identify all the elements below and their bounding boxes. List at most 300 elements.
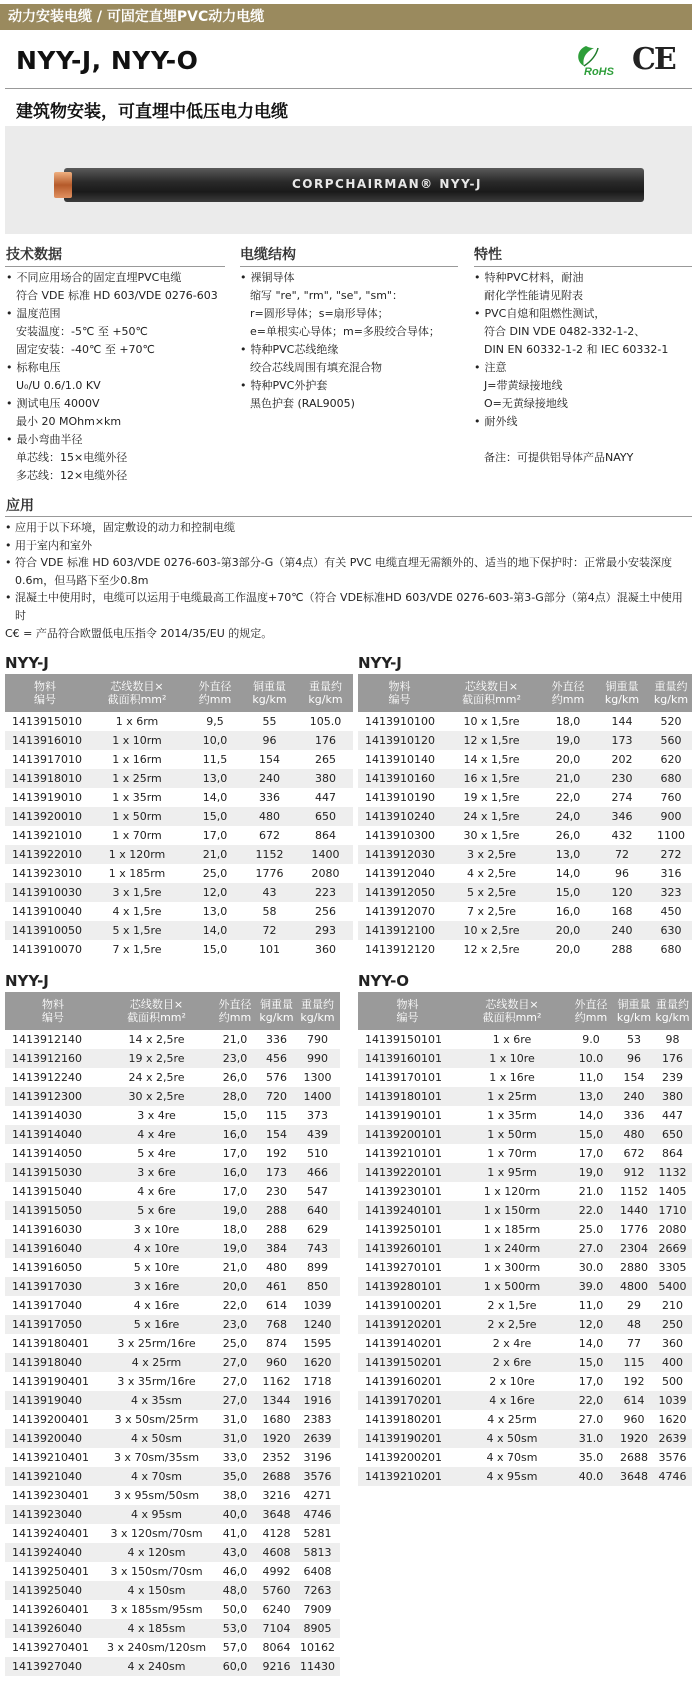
table-cell: 35.0 [578, 1451, 604, 1464]
table-cell: 1413910240 [358, 807, 441, 826]
table-cell: 360 [662, 1337, 683, 1350]
table-cell: 1132 [653, 1163, 692, 1182]
table-cell: 912 [615, 1163, 653, 1182]
section-divider [474, 266, 692, 267]
table-cell: 1718 [303, 1375, 332, 1388]
table-cell: 1 x 16rm [112, 753, 162, 766]
table-cell: 240 [615, 1087, 653, 1106]
table-row [5, 902, 353, 921]
table-row [358, 1334, 692, 1353]
table-cell: 4 x 50sm [101, 1429, 212, 1448]
table-cell: 336 [259, 791, 280, 804]
table-cell: 288 [611, 943, 633, 956]
table-cell: 3 x 150sm/70sm [110, 1565, 203, 1578]
table-cell: 11430 [295, 1657, 340, 1676]
table-cell: 760 [660, 791, 682, 804]
table-cell: 14,0 [578, 1109, 604, 1122]
table-cell: 2383 [303, 1413, 332, 1426]
column-header: 铜重量 kg/km [241, 674, 298, 712]
features-list [474, 269, 692, 467]
column-header: 铜重量 kg/km [594, 674, 650, 712]
table-cell: 3 x 120sm/70sm [110, 1527, 203, 1540]
column-header: 外直径 约mm [542, 674, 594, 712]
table-cell: 23,0 [212, 1315, 258, 1334]
list-item: 符合 VDE 标准 HD 603/VDE 0276-603 [16, 289, 218, 302]
table-cell: 4 x 2,5re [466, 867, 517, 880]
table-cell: 288 [258, 1201, 295, 1220]
table-cell: 5760 [258, 1581, 295, 1600]
table-row [358, 769, 692, 788]
table-cell: 202 [611, 753, 633, 766]
tech-data-list [6, 269, 231, 485]
table-cell: 1413910050 [5, 921, 85, 940]
table-cell: 960 [258, 1353, 295, 1372]
table-cell: 26,0 [555, 829, 581, 842]
table-cell: 11,5 [202, 753, 228, 766]
table-cell: 40.0 [567, 1467, 615, 1486]
table-cell: 899 [307, 1261, 328, 1274]
table-cell: 447 [315, 791, 336, 804]
table-cell: 336 [266, 1033, 287, 1046]
table-cell: 96 [615, 1049, 653, 1068]
table-row [358, 1391, 692, 1410]
table-cell: 230 [594, 769, 650, 788]
table-cell: 1413910100 [365, 715, 435, 728]
table-cell: 192 [623, 1375, 645, 1388]
table-cell: 98 [665, 1033, 680, 1046]
table-cell: 38,0 [222, 1489, 248, 1502]
table-cell: 1413910140 [365, 753, 435, 766]
table-cell: 26,0 [222, 1071, 248, 1084]
table-cell: 1413917040 [12, 1299, 82, 1312]
table-cell: 1 x 185rm [483, 1223, 541, 1236]
table-cell: 30 x 2,5re [101, 1087, 212, 1106]
table-cell: 1162 [262, 1375, 291, 1388]
table-cell: 14139190401 [12, 1375, 89, 1388]
table-cell: 27,0 [222, 1375, 248, 1388]
list-item: • 测试电压 4000V [6, 395, 231, 413]
column-header: 芯线数目× 截面积mm² [441, 674, 542, 712]
table-cell: 192 [266, 1147, 287, 1160]
table-cell: 650 [653, 1125, 692, 1144]
table-cell: 1 x 185rm [108, 867, 166, 880]
table-cell: 640 [295, 1201, 340, 1220]
table-cell: 384 [258, 1239, 295, 1258]
table-row [5, 1201, 340, 1220]
table-cell: 4 x 95sm [101, 1505, 212, 1524]
table-cell: 17,0 [202, 829, 228, 842]
table-row [5, 1524, 340, 1543]
table-cell: 990 [295, 1049, 340, 1068]
table-cell: 50,0 [222, 1603, 248, 1616]
section-title-structure: 电缆结构 [240, 247, 296, 263]
table-cell: 1413912040 [365, 867, 435, 880]
table-row [358, 1467, 692, 1486]
list-item: 缩写 "re", "rm", "se", "sm"： [250, 289, 403, 302]
table-cell: 31.0 [567, 1429, 615, 1448]
table-cell: 1 x 10re [457, 1049, 567, 1068]
table-cell: 2688 [258, 1467, 295, 1486]
list-item [474, 431, 692, 449]
table-row [5, 1372, 340, 1391]
table-cell: 1413916030 [12, 1223, 82, 1236]
table-cell: 14,0 [578, 1337, 604, 1350]
table-cell: 5 x 6re [101, 1201, 212, 1220]
table-cell: 4 x 240sm [101, 1657, 212, 1676]
rohs-text: RoHS [584, 66, 614, 78]
table-cell: 614 [266, 1299, 287, 1312]
table-cell: 1413912240 [12, 1071, 82, 1084]
table-cell: 1 x 35rm [487, 1109, 537, 1122]
table-row [5, 1087, 340, 1106]
table-cell: 1413924040 [5, 1543, 101, 1562]
table-cell: 1 x 120rm [483, 1185, 541, 1198]
table-cell: 1 x 6rm [115, 715, 159, 728]
table-cell: 240 [594, 921, 650, 940]
table-row [5, 1125, 340, 1144]
table-cell: 1 x 50rm [85, 807, 189, 826]
table-row [5, 1163, 340, 1182]
list-item: 绞合芯线周围有填充混合物 [250, 361, 382, 374]
table-cell: 274 [611, 791, 633, 804]
table-cell: 4 x 50sm [457, 1429, 567, 1448]
table-cell: 629 [307, 1223, 328, 1236]
table-cell: 2080 [311, 867, 340, 880]
table-row [358, 1182, 692, 1201]
table-cell: 240 [241, 769, 298, 788]
table-cell: 14139140201 [365, 1337, 442, 1350]
list-item: • 耐外线 [474, 413, 692, 431]
table-row [5, 1296, 340, 1315]
table-cell: 43,0 [212, 1543, 258, 1562]
table-cell: 154 [259, 753, 280, 766]
table-cell: 3 x 6re [101, 1163, 212, 1182]
table-cell: 5281 [303, 1527, 332, 1540]
table-row [5, 1049, 340, 1068]
table-cell: 1240 [295, 1315, 340, 1334]
table-cell: 5813 [295, 1543, 340, 1562]
table-cell: 19,0 [212, 1201, 258, 1220]
table-cell: 1400 [298, 845, 353, 864]
table-cell: 23,0 [212, 1049, 258, 1068]
table-row [358, 902, 692, 921]
table-cell: 1710 [653, 1201, 692, 1220]
table-cell: 1 x 70rm [112, 829, 162, 842]
table-row [358, 883, 692, 902]
column-header: 外直径 约mm [212, 992, 258, 1030]
table-cell: 24,0 [542, 807, 594, 826]
table-cell: 1 x 95rm [457, 1163, 567, 1182]
table-cell: 101 [259, 943, 280, 956]
table-row [358, 1296, 692, 1315]
list-item: 多芯线：12×电缆外径 [16, 469, 128, 482]
table-cell: 30.0 [578, 1261, 604, 1274]
table-cell: 4 x 10re [101, 1239, 212, 1258]
table-cell: 53 [627, 1033, 641, 1046]
column-header: 物料 编号 [358, 674, 441, 712]
table-cell: 2304 [615, 1239, 653, 1258]
list-item: 黑色护套 (RAL9005) [250, 397, 355, 410]
table-cell: 743 [295, 1239, 340, 1258]
table-cell: 4 x 120sm [101, 1543, 212, 1562]
table-cell: 630 [650, 921, 692, 940]
table-cell: 456 [258, 1049, 295, 1068]
table-cell: 4 x 16re [133, 1299, 180, 1312]
table-cell: 20,0 [542, 921, 594, 940]
table-cell: 17,0 [578, 1147, 604, 1160]
table-cell: 21,0 [222, 1033, 248, 1046]
table-cell: 154 [623, 1071, 645, 1084]
table-row [358, 1144, 692, 1163]
table-row [5, 1429, 340, 1448]
column-header: 重量约 kg/km [653, 992, 692, 1030]
table-cell: 1413920010 [5, 807, 85, 826]
table-cell: 7 x 1,5re [112, 943, 162, 956]
table-cell: 1413919010 [12, 791, 82, 804]
list-item: • 注意 [474, 359, 692, 377]
table-title: NYY-J [5, 972, 49, 990]
table-cell: 1413912160 [5, 1049, 101, 1068]
table-cell: 3196 [303, 1451, 332, 1464]
table-cell: 1413917030 [5, 1277, 101, 1296]
list-item: e=单根实心导体；m=多股绞合导体； [250, 325, 440, 338]
table-cell: 1413926040 [5, 1619, 101, 1638]
list-item: • 标称电压 [6, 359, 231, 377]
table-cell: 400 [653, 1353, 692, 1372]
table-block-nyyo [358, 970, 692, 1486]
table-row [5, 1638, 340, 1657]
table-row [5, 1315, 340, 1334]
table-cell: 1776 [255, 867, 284, 880]
list-item: • 特种PVC材料，耐油 [474, 269, 692, 287]
table-row [5, 769, 353, 788]
table-cell: 25,0 [222, 1337, 248, 1350]
table-cell: 210 [662, 1299, 683, 1312]
table-row [358, 1239, 692, 1258]
table-cell: 346 [594, 807, 650, 826]
spec-table [5, 674, 353, 959]
table-cell: 1413910070 [12, 943, 82, 956]
table-cell: 31,0 [222, 1413, 248, 1426]
table-cell: 3 x 185sm/95sm [110, 1603, 203, 1616]
table-cell: 6408 [303, 1565, 332, 1578]
table-cell: 250 [653, 1315, 692, 1334]
table-cell: 14139220101 [358, 1163, 457, 1182]
table-cell: 1413919040 [5, 1391, 101, 1410]
table-cell: 1413914030 [12, 1109, 82, 1122]
table-cell: 21.0 [578, 1185, 604, 1198]
section-title-application: 应用 [6, 498, 34, 514]
table-cell: 1039 [303, 1299, 332, 1312]
table-cell: 120 [594, 883, 650, 902]
table-cell: 25,0 [202, 867, 228, 880]
application-item: • 应用于以下环境，固定敷设的动力和控制电缆 [5, 521, 235, 534]
table-row [358, 1429, 692, 1448]
column-header: 物料 编号 [358, 992, 457, 1030]
table-row [5, 1144, 340, 1163]
table-cell: 1 x 50rm [457, 1125, 567, 1144]
table-cell: 14139190101 [365, 1109, 442, 1122]
table-cell: 15,0 [567, 1125, 615, 1144]
table-cell: 3 x 4re [137, 1109, 176, 1122]
column-header: 物料 编号 [5, 992, 101, 1030]
table-cell: 1413916050 [12, 1261, 82, 1274]
application-list [5, 519, 692, 642]
table-cell: 14139250101 [365, 1223, 442, 1236]
table-cell: 14,0 [555, 867, 581, 880]
table-cell: 7 x 2,5re [466, 905, 517, 918]
table-cell: 20,0 [555, 943, 581, 956]
copper-core-image [54, 172, 72, 198]
table-cell: 13,0 [542, 845, 594, 864]
ce-mark: CE [632, 42, 675, 77]
table-cell: 12 x 1,5re [441, 731, 542, 750]
table-cell: 4 x 95sm [457, 1467, 567, 1486]
table-cell: 6240 [262, 1603, 291, 1616]
table-cell: 1413910120 [358, 731, 441, 750]
table-cell: 672 [623, 1147, 645, 1160]
table-row [5, 712, 353, 731]
list-item: • 裸铜导体 [240, 269, 470, 287]
table-cell: 11,0 [578, 1071, 604, 1084]
table-cell: 60,0 [212, 1657, 258, 1676]
table-cell: 3 x 25rm/16re [117, 1337, 196, 1350]
table-cell: 1405 [658, 1185, 687, 1198]
table-cell: 4746 [653, 1467, 692, 1486]
table-cell: 265 [315, 753, 336, 766]
table-cell: 72 [594, 845, 650, 864]
table-cell: 4 x 25rm [487, 1413, 537, 1426]
table-cell: 360 [315, 943, 336, 956]
table-row [5, 1562, 340, 1581]
table-cell: 176 [298, 731, 353, 750]
table-row [5, 1182, 340, 1201]
table-cell: 15,0 [222, 1109, 248, 1122]
table-cell: 1413923040 [5, 1505, 101, 1524]
table-cell: 672 [259, 829, 280, 842]
table-cell: 10,0 [189, 731, 241, 750]
table-cell: 1 x 16re [489, 1071, 535, 1084]
table-cell: 373 [307, 1109, 328, 1122]
table-row [5, 1657, 340, 1676]
table-cell: 547 [307, 1185, 328, 1198]
table-cell: 3 x 35rm/16re [117, 1375, 196, 1388]
table-cell: 510 [307, 1147, 328, 1160]
table-cell: 14139160101 [358, 1049, 457, 1068]
table-title: NYY-O [358, 972, 410, 990]
table-row [358, 1163, 692, 1182]
table-cell: 8064 [262, 1641, 291, 1654]
table-cell: 14139100201 [365, 1299, 442, 1312]
table-cell: 439 [295, 1125, 340, 1144]
table-row [358, 921, 692, 940]
table-cell: 560 [650, 731, 692, 750]
list-item: 固定安装：-40℃ 至 +70℃ [16, 343, 155, 356]
table-cell: 1413917050 [5, 1315, 101, 1334]
application-item: C€ = 产品符合欧盟低电压指令 2014/35/EU 的规定。 [5, 626, 273, 640]
table-cell: 461 [258, 1277, 295, 1296]
table-cell: 2352 [262, 1451, 291, 1464]
column-header: 外直径 约mm [189, 674, 241, 712]
table-row [5, 921, 353, 940]
table-cell: 2688 [620, 1451, 648, 1464]
table-cell: 3305 [658, 1261, 687, 1274]
table-cell: 14139250401 [12, 1565, 89, 1578]
list-item: • PVC自熄和阻燃性测试， [474, 305, 692, 323]
table-cell: 432 [611, 829, 633, 842]
table-cell: 48,0 [212, 1581, 258, 1600]
table-cell: 1413912140 [12, 1033, 82, 1046]
table-cell: 27,0 [212, 1391, 258, 1410]
table-cell: 14,0 [202, 791, 228, 804]
table-cell: 40,0 [212, 1505, 258, 1524]
section-divider [5, 516, 692, 517]
table-cell: 336 [623, 1109, 645, 1122]
table-row [358, 1201, 692, 1220]
spec-table [5, 992, 340, 1676]
column-header: 重量约 kg/km [650, 674, 692, 712]
table-row [5, 826, 353, 845]
list-item: • 特种PVC外护套 [240, 377, 470, 395]
table-cell: 18,0 [555, 715, 581, 728]
table-cell: 22,0 [567, 1391, 615, 1410]
column-header: 重量约 kg/km [298, 674, 353, 712]
table-cell: 2669 [653, 1239, 692, 1258]
table-cell: 105.0 [309, 715, 342, 728]
table-cell: 3 x 1,5re [85, 883, 189, 902]
table-cell: 10 x 1,5re [463, 715, 520, 728]
table-cell: 14 x 2,5re [128, 1033, 185, 1046]
table-cell: 14139270101 [365, 1261, 442, 1274]
table-cell: 28,0 [212, 1087, 258, 1106]
list-item: 备注：可提供铝导体产品NAYY [484, 451, 634, 464]
table-cell: 4746 [295, 1505, 340, 1524]
table-cell: 680 [650, 769, 692, 788]
table-cell: 8905 [295, 1619, 340, 1638]
table-cell: 2 x 1,5re [487, 1299, 537, 1312]
table-row [358, 1448, 692, 1467]
table-cell: 2639 [653, 1429, 692, 1448]
table-cell: 864 [315, 829, 336, 842]
table-cell: 14139230101 [365, 1185, 442, 1198]
table-cell: 14139120201 [358, 1315, 457, 1334]
table-cell: 1413915030 [5, 1163, 101, 1182]
table-cell: 4 x 70sm [486, 1451, 538, 1464]
table-cell: 288 [266, 1223, 287, 1236]
table-cell: 14 x 1,5re [463, 753, 520, 766]
table-cell: 223 [298, 883, 353, 902]
table-cell: 1413916010 [5, 731, 85, 750]
table-cell: 14139270401 [12, 1641, 89, 1654]
table-block-nyyj-2 [358, 652, 692, 959]
table-cell: 850 [295, 1277, 340, 1296]
section-title-tech: 技术数据 [6, 247, 62, 263]
table-row [5, 1258, 340, 1277]
table-cell: 10162 [300, 1641, 335, 1654]
table-cell: 1 x 70rm [487, 1147, 537, 1160]
page-title: NYY-J, NYY-O [16, 46, 199, 75]
list-item: DIN EN 60332-1-2 和 IEC 60332-1 [484, 343, 669, 356]
table-cell: 1413918010 [5, 769, 85, 788]
title-divider [5, 88, 692, 89]
table-cell: 168 [611, 905, 633, 918]
table-cell: 13,0 [189, 769, 241, 788]
table-row [5, 807, 353, 826]
table-cell: 15,0 [542, 883, 594, 902]
table-cell: 10.0 [567, 1049, 615, 1068]
table-row [358, 1068, 692, 1087]
table-cell: 380 [298, 769, 353, 788]
